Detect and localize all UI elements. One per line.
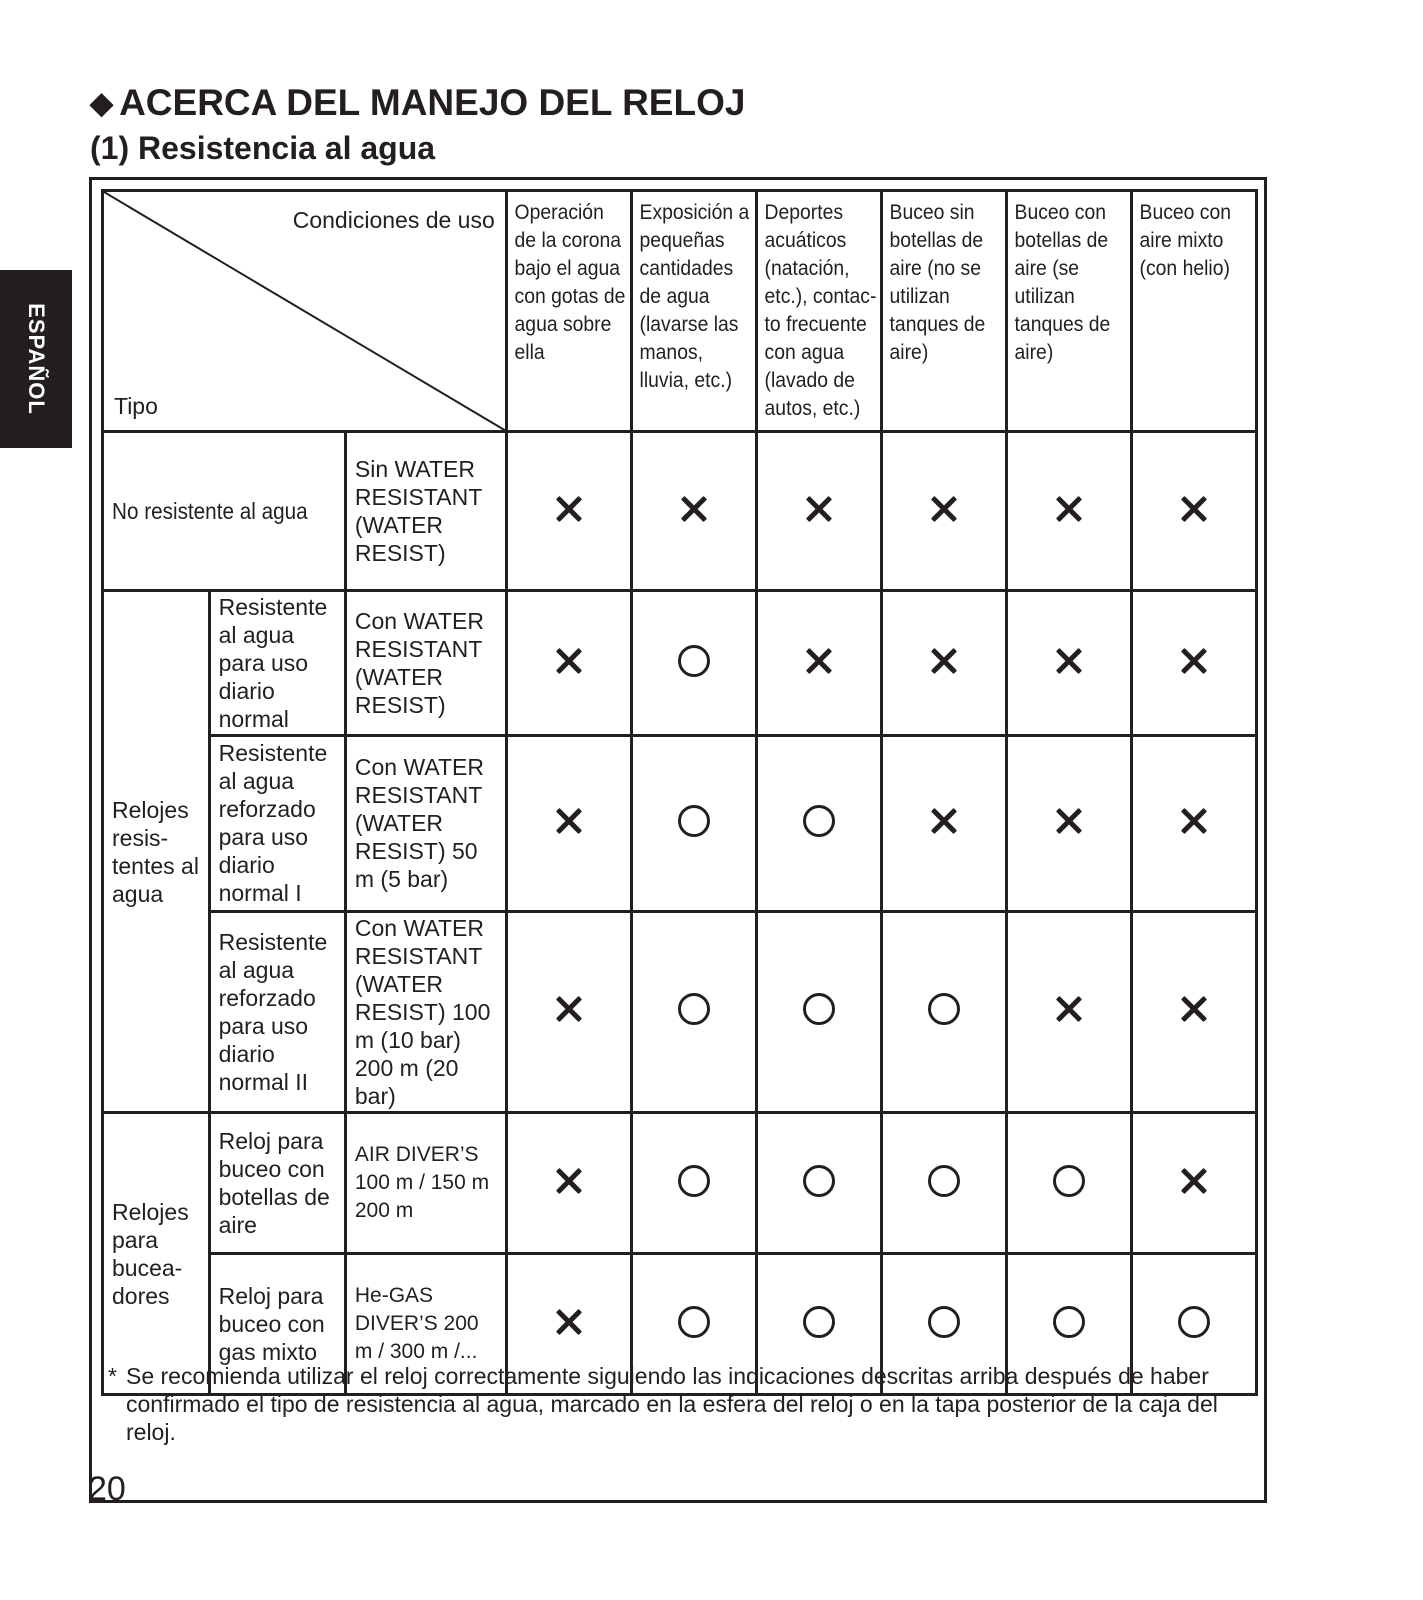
circle-icon	[678, 805, 710, 837]
cross-icon	[1177, 644, 1211, 678]
circle-icon	[803, 1165, 835, 1197]
language-tab-label: ESPAÑOL	[24, 303, 49, 415]
column-header: Exposición a pequeñas cantidades de agua (lavarse las manos, lluvia, etc.)	[631, 191, 744, 432]
group-label-no-resistente: No resistente al agua	[103, 432, 346, 591]
header-row	[103, 191, 1257, 432]
cross-icon	[552, 1305, 586, 1339]
circle-icon	[928, 1306, 960, 1338]
cross-icon	[802, 492, 836, 526]
mark-cell	[631, 736, 756, 911]
circle-icon	[803, 993, 835, 1025]
cross-icon	[802, 644, 836, 678]
cross-icon	[1177, 804, 1211, 838]
mark-cell	[1131, 1113, 1256, 1254]
type-cell: Reloj para buceo con botellas de aire	[209, 1113, 345, 1254]
type-cell: Resistente al agua reforzado para uso diario normal II	[209, 911, 345, 1113]
type-cell: Resistente al agua para uso diario normal	[209, 591, 345, 736]
mark-cell	[1006, 1113, 1131, 1254]
mark-cell	[506, 736, 631, 911]
marking-cell: Sin WATER RESISTANT (WATER RESIST)	[345, 432, 506, 591]
section-subtitle: (1) Resistencia al agua	[90, 130, 436, 166]
table-row	[103, 911, 1257, 1113]
cross-icon	[927, 804, 961, 838]
cross-icon	[552, 644, 586, 678]
marking-cell: He-GAS DIVER’S 200 m / 300 m /...	[345, 1254, 506, 1395]
cross-icon	[552, 1164, 586, 1198]
mark-cell	[1131, 591, 1256, 736]
mark-cell	[881, 591, 1006, 736]
circle-icon	[928, 993, 960, 1025]
diamond-icon: ◆	[90, 87, 114, 120]
water-resistance-table	[101, 189, 1258, 1396]
circle-icon	[803, 1306, 835, 1338]
column-header: Deportes acuáticos (natación, etc.), contac- to frecuente con agua (lavado de autos, etc.)	[756, 191, 869, 432]
cross-icon	[1177, 992, 1211, 1026]
mark-cell	[881, 736, 1006, 911]
cross-icon	[1052, 492, 1086, 526]
circle-icon	[1053, 1165, 1085, 1197]
column-header: Operación de la corona bajo el agua con gotas de agua sobre ella	[506, 191, 619, 432]
circle-icon	[678, 645, 710, 677]
marking-cell: Con WATER RESISTANT (WATER RESIST) 100 m (10 bar) 200 m (20 bar)	[345, 911, 506, 1113]
circle-icon	[678, 1165, 710, 1197]
mark-cell	[506, 1113, 631, 1254]
type-cell: Reloj para buceo con gas mixto	[209, 1254, 345, 1395]
cross-icon	[1177, 492, 1211, 526]
cross-icon	[552, 804, 586, 838]
cross-icon	[677, 492, 711, 526]
footnote-text: Se recomienda utilizar el reloj correctamente siguiendo las indicaciones descritas arriba después de haber confirmado el tipo de resistencia al agua, marcado en la esfera del reloj o en la tapa posterior de la caja del reloj.	[126, 1363, 1218, 1445]
cross-icon	[1052, 644, 1086, 678]
mark-cell	[631, 591, 756, 736]
column-header: Buceo con botellas de aire (se utilizan tanques de aire)	[1006, 191, 1119, 432]
mark-cell	[1006, 432, 1131, 591]
mark-cell	[756, 736, 881, 911]
footnote-asterisk: *	[108, 1363, 117, 1389]
cross-icon	[927, 492, 961, 526]
circle-icon	[678, 993, 710, 1025]
mark-cell	[881, 911, 1006, 1113]
mark-cell	[1131, 736, 1256, 911]
mark-cell	[1131, 432, 1256, 591]
circle-icon	[803, 805, 835, 837]
section-title	[90, 82, 745, 124]
mark-cell	[756, 911, 881, 1113]
page-number: 20	[88, 1470, 126, 1508]
marking-cell: AIR DIVER’S 100 m / 150 m 200 m	[345, 1113, 506, 1254]
mark-cell	[506, 911, 631, 1113]
marking-cell: Con WATER RESISTANT (WATER RESIST) 50 m (5 bar)	[345, 736, 506, 911]
type-cell: Resistente al agua reforzado para uso diario normal I	[209, 736, 345, 911]
circle-icon	[928, 1165, 960, 1197]
mark-cell	[756, 432, 881, 591]
mark-cell	[631, 1113, 756, 1254]
header-corner-cell	[103, 191, 507, 432]
header-conditions-label: Condiciones de uso	[292, 207, 495, 233]
mark-cell	[506, 591, 631, 736]
mark-cell	[631, 432, 756, 591]
column-header: Buceo con aire mixto (con helio)	[1131, 191, 1244, 432]
cross-icon	[1052, 992, 1086, 1026]
circle-icon	[678, 1306, 710, 1338]
cross-icon	[927, 644, 961, 678]
circle-icon	[1053, 1306, 1085, 1338]
language-tab	[0, 270, 72, 448]
cross-icon	[1052, 804, 1086, 838]
mark-cell	[756, 1113, 881, 1254]
marking-cell: Con WATER RESISTANT (WATER RESIST)	[345, 591, 506, 736]
mark-cell	[881, 1113, 1006, 1254]
mark-cell	[756, 591, 881, 736]
table-row	[103, 432, 1257, 591]
group-label-buceadores: Relojes para bucea- dores	[103, 1113, 210, 1395]
mark-cell	[1006, 591, 1131, 736]
column-header: Buceo sin botellas de aire (no se utilizan tanques de aire)	[881, 191, 994, 432]
circle-icon	[1178, 1306, 1210, 1338]
group-label-resistentes: Relojes resis- tentes al agua	[103, 591, 210, 1113]
mark-cell	[1006, 911, 1131, 1113]
section-title-text: ACERCA DEL MANEJO DEL RELOJ	[119, 82, 746, 123]
cross-icon	[552, 492, 586, 526]
mark-cell	[1131, 911, 1256, 1113]
mark-cell	[1006, 736, 1131, 911]
cross-icon	[1177, 1164, 1211, 1198]
cross-icon	[552, 992, 586, 1026]
mark-cell	[631, 911, 756, 1113]
table-row	[103, 1113, 1257, 1254]
mark-cell	[881, 432, 1006, 591]
header-type-label: Tipo	[114, 393, 158, 420]
table-row	[103, 736, 1257, 911]
table-row	[103, 591, 1257, 736]
mark-cell	[506, 432, 631, 591]
footnote	[108, 1362, 1248, 1446]
